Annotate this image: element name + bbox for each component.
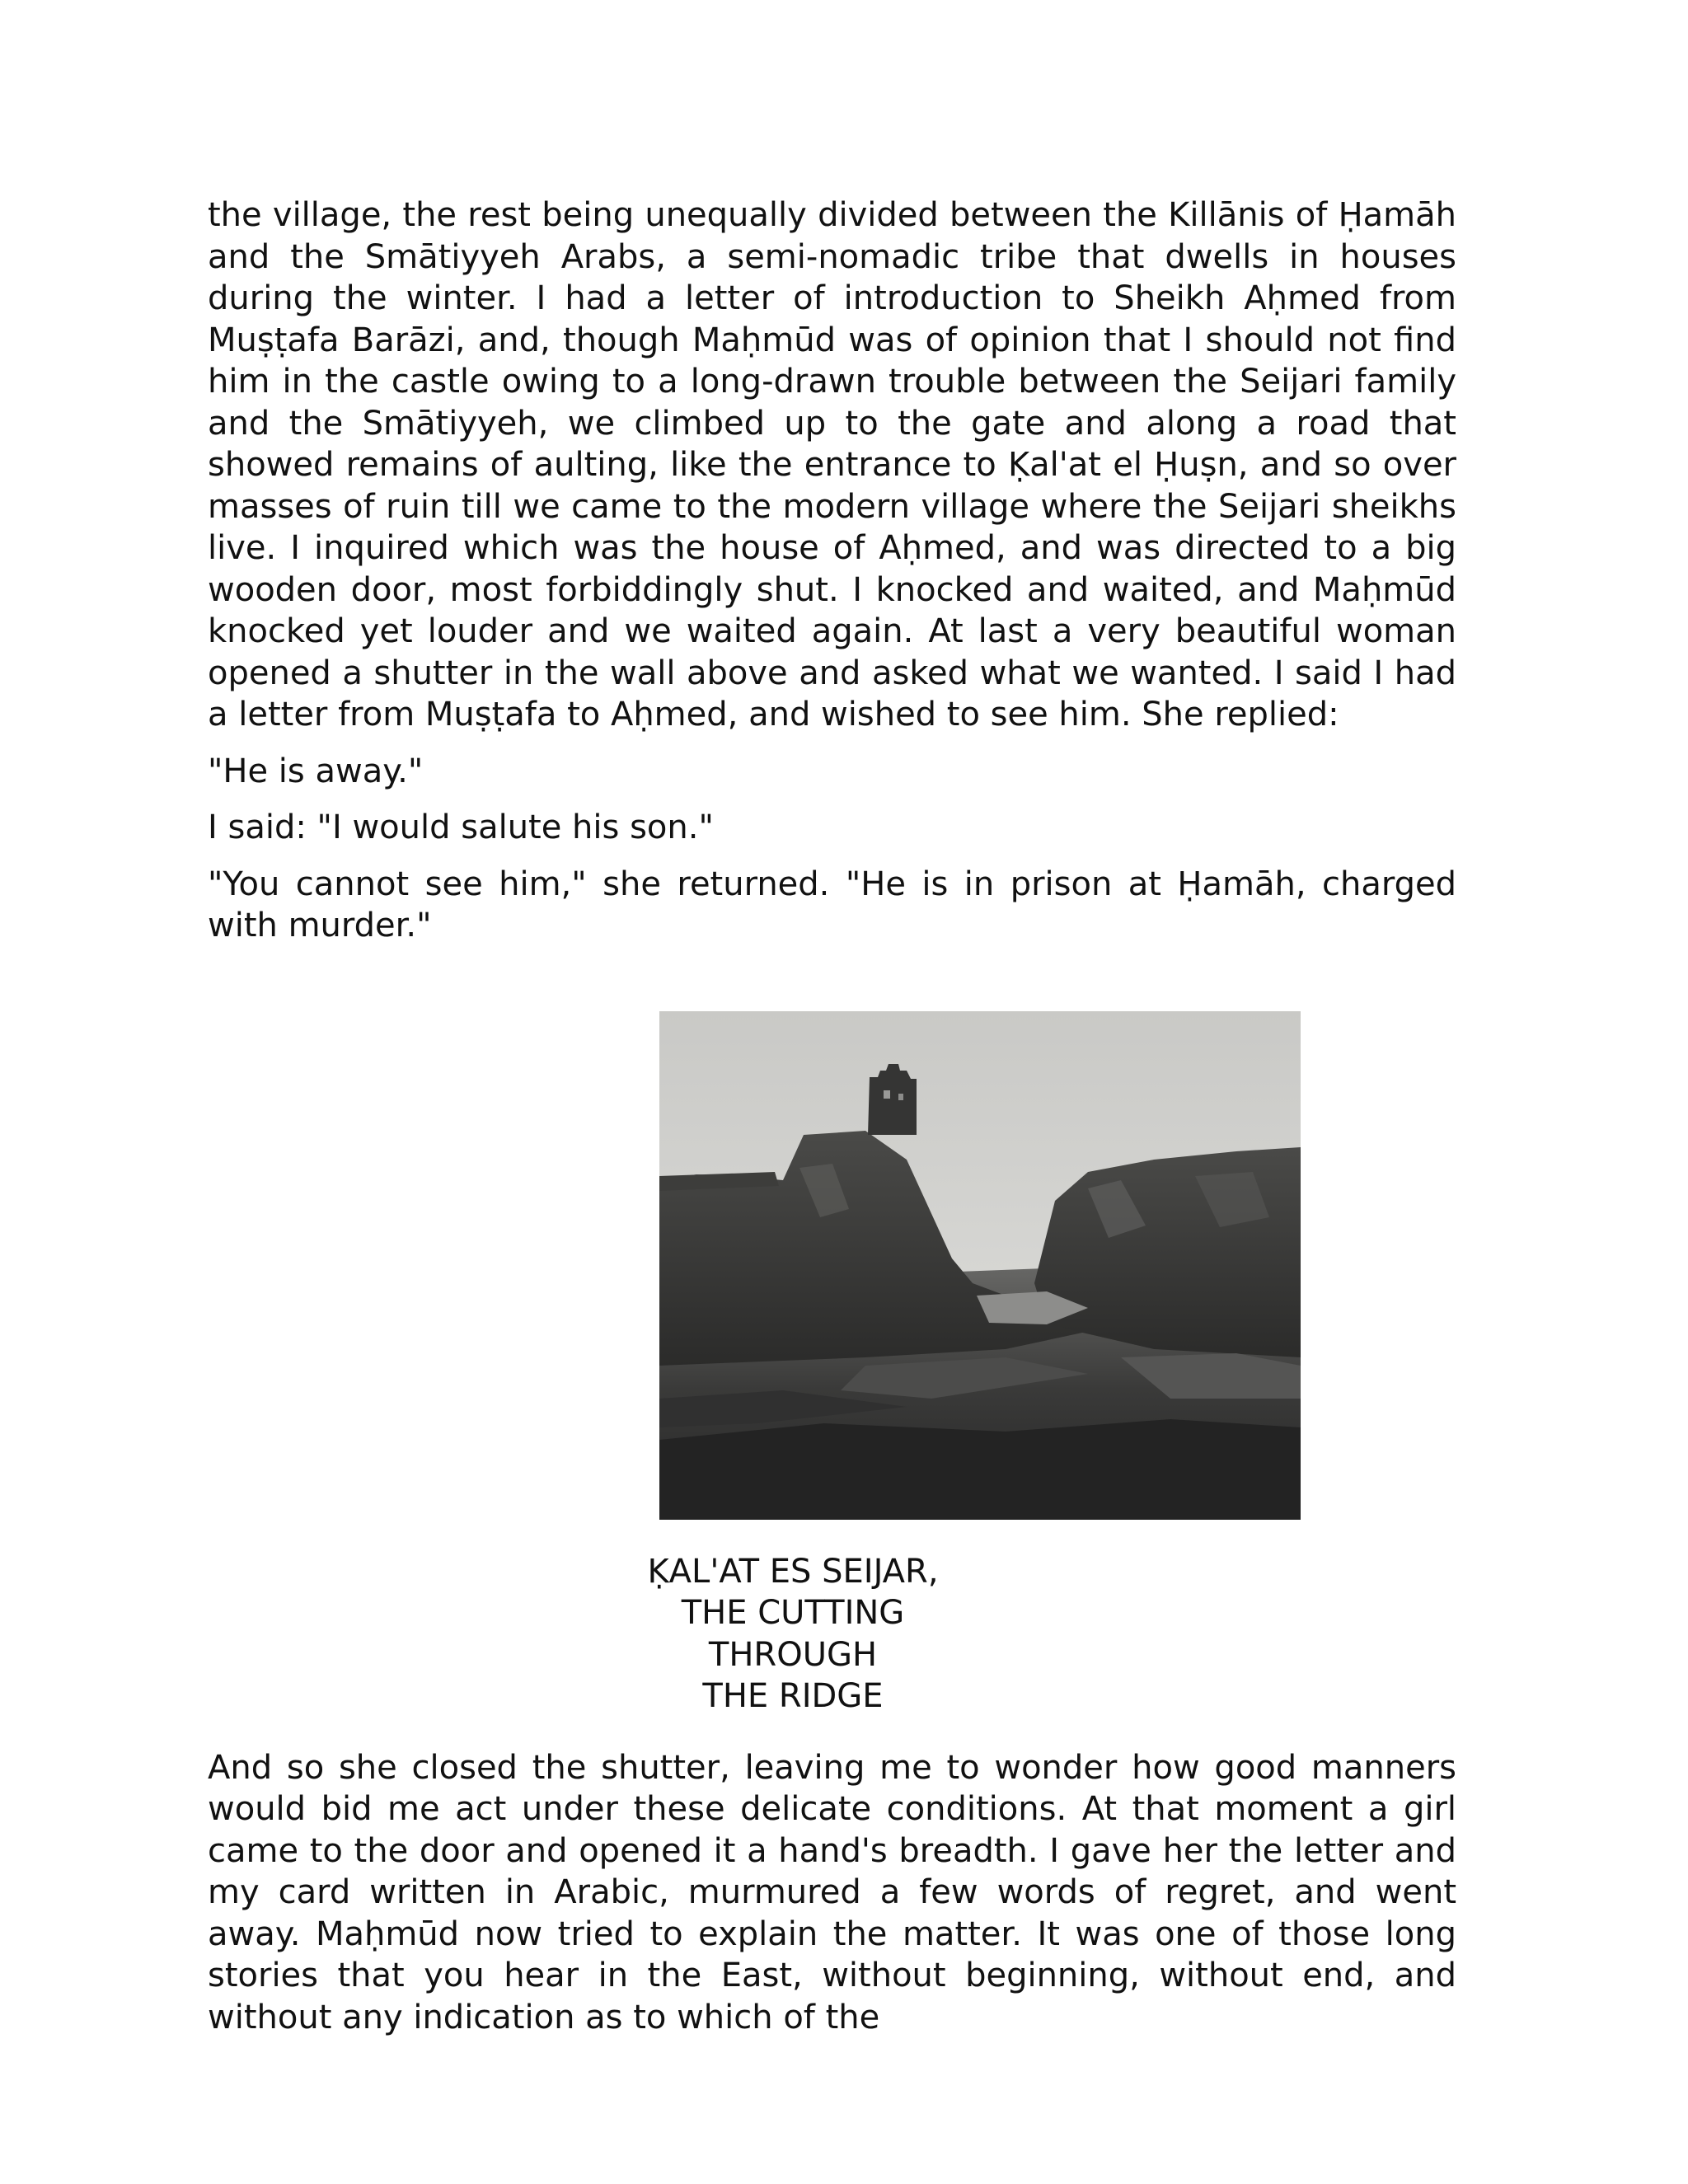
castle-photo	[659, 1011, 1301, 1520]
paragraph-closed-shutter: And so she closed the shutter, leaving me to wonder how good manners would bid me act under these delicate conditions. At that moment a girl came to the door and opened it a hand's breadth. I gave her the letter and my card written in Arabic, murmured a few words of regret, and went away. Maḥmūd now tried to explain the matter. It was one of those long stories that you hear in the East, without beginning, without end, and without any indication as to which of the	[208, 1748, 1456, 2036]
paragraph-salute-son: I said: "I would salute his son."	[208, 808, 714, 846]
figure	[208, 1011, 1456, 1718]
paragraph-he-is-away: "He is away."	[208, 752, 424, 790]
caption-line: THE CUTTING	[681, 1594, 905, 1632]
paragraph-village: the village, the rest being unequally divided between the Killānis of Ḥamāh and the Smātiyyeh Arabs, a semi-nomadic tribe that dwells in houses during the winter. I had a letter of introduction to Sheikh Aḥmed from Muṣṭafa Barāzi, and, though Maḥmūd was of opinion that I should not find him in the castle owing to a long-drawn trouble between the Seijari family and the Smātiyyeh, we climbed up to the gate and along a road that showed remains of aulting, like the entrance to Ḳal'at el Ḥuṣn, and so over masses of ruin till we came to the modern village where the Seijari sheikhs live. I inquired which was the house of Aḥmed, and was directed to a big wooden door, most forbiddingly shut. I knocked and waited, and Maḥmūd knocked yet louder and we waited again. At last a very beautiful woman opened a shutter in the wall above and asked what we wanted. I said I had a letter from Muṣṭafa to Aḥmed, and wished to see him. She replied:	[208, 196, 1456, 733]
caption-line: THE RIDGE	[702, 1677, 884, 1715]
caption-line: ḲAL'AT ES SEIJAR,	[647, 1552, 939, 1591]
caption-line: THROUGH	[708, 1635, 878, 1674]
paragraph-prison: "You cannot see him," she returned. "He is in prison at Ḥamāh, charged with murder."	[208, 865, 1456, 944]
page-content	[208, 194, 1456, 2038]
figure-caption	[612, 1551, 974, 1718]
